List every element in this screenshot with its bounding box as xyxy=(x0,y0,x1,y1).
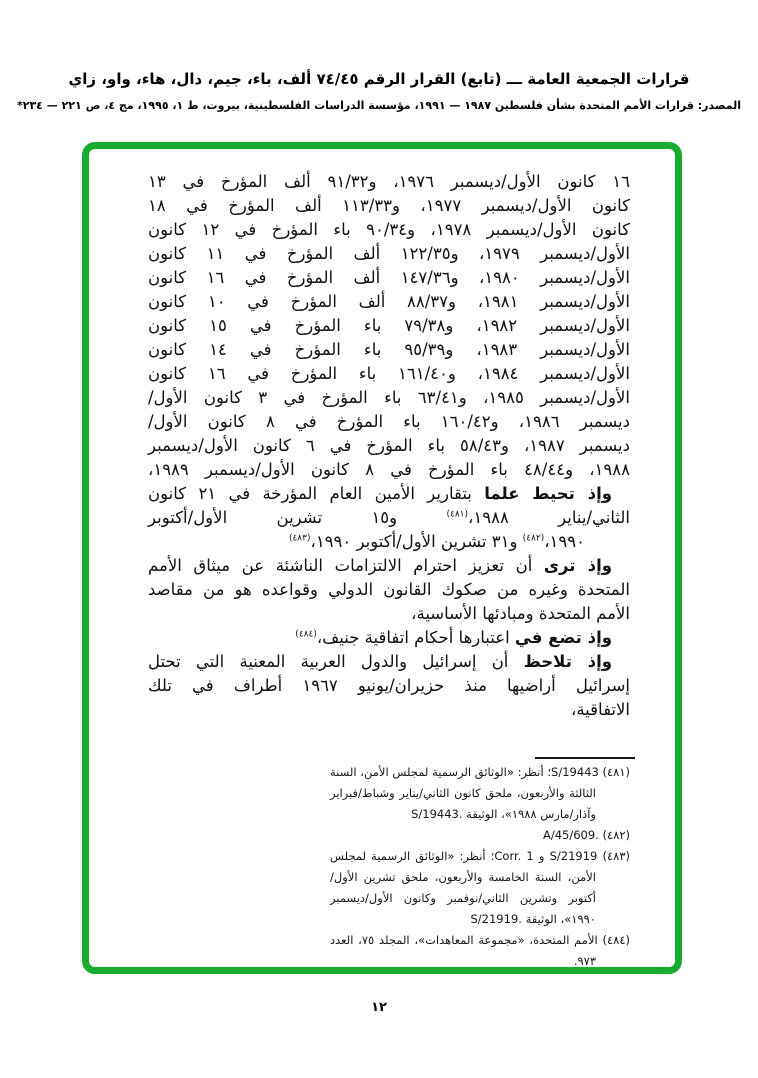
body-line: الأول/ديسمبر ١٩٧٩، و١٢٢/٣٥ ألف المؤرخ في ١١ كانون xyxy=(148,244,630,263)
body-line: الاتفاقية، xyxy=(571,700,630,719)
page-title: قرارات الجمعية العامة ـــ (تابع) القرار الرقم ٧٤/٤٥ ألف، باء، جيم، دال، هاء، واو، زاي xyxy=(68,70,690,88)
body-line: وإذ ترى أن تعزيز احترام الالتزامات الناشئة عن ميثاق الأمم xyxy=(148,556,612,575)
body-line: الأول/ديسمبر ١٩٨٥، و٦٣/٤١ باء المؤرخ في ٣ كانون الأول/ xyxy=(148,388,630,407)
body-line: وإذ تلاحظ أن إسرائيل والدول العربية المعنية التي تحتل xyxy=(148,652,612,671)
footnote-ref: (٤٨١) xyxy=(446,509,469,520)
body-line: كانون الأول/ديسمبر ١٩٧٧، و١١٣/٣٣ ألف المؤرخ في ١٨ xyxy=(148,196,630,215)
footnote-item: (٤٨١) ‎S/19443‎؛ أنظر: «الوثائق الرسمية لمجلس الأمن، السنة الثالثة والأربعون، ملحق كانون الثاني/يناير وشباط/فبراير وآذار/مارس ١٩٨٨»، الوثيقة ‎S/19443.‎ xyxy=(330,765,630,821)
body-line: إسرائيل أراضيها منذ حزيران/يونيو ١٩٦٧ أطراف في تلك xyxy=(148,676,630,695)
footnote-ref: (٤٨٢) xyxy=(522,533,545,544)
body-line: الأول/ديسمبر ١٩٨٤، و١٦١/٤٠ باء المؤرخ في ١٦ كانون xyxy=(148,364,630,383)
page-number: ١٢ xyxy=(371,1000,387,1015)
body-line: الأمم المتحدة ومبادئها الأساسية، xyxy=(411,604,630,623)
body-line: الأول/ديسمبر ١٩٨٢، و٧٩/٣٨ باء المؤرخ في ١٥ كانون xyxy=(148,316,630,335)
source-line: المصدر: قرارات الأمم المتحدة بشأن فلسطين ١٩٨٧ — ١٩٩١، مؤسسة الدراسات الفلسطينية، بيروت، ط ١، ١٩٩٥، مج ٤، ص ٢٢١ — ٢٣٤* xyxy=(16,99,741,112)
body-line: ديسمبر ١٩٨٦، و١٦٠/٤٢ باء المؤرخ في ٨ كانون الأول/ xyxy=(148,412,631,431)
body-line: ١٦ كانون الأول/ديسمبر ١٩٧٦، و٩١/٣٢ ألف المؤرخ في ١٣ xyxy=(148,172,630,191)
footnotes xyxy=(330,762,630,972)
body-line: وإذ تحيط علما بتقارير الأمين العام المؤرخة في ٢١ كانون xyxy=(148,484,612,503)
footnote-item: (٤٨٣) ‎S/21919‎ و ‎Corr. 1‎؛ أنظر: «الوثائق الرسمية لمجلس الأمن، السنة الخامسة والأربعون، ملحق تشرين الأول/أكتوبر وتشرين الثاني/نوفمبر وكانون الأول/ديسمبر ١٩٩٠»، الوثيقة ‎S/21919.‎ xyxy=(330,849,630,926)
body-line: ١٩٨٨، و٤٨/٤٤ باء المؤرخ في ٨ كانون الأول/ديسمبر ١٩٨٩، xyxy=(148,460,630,479)
body-line: وإذ تضع في اعتبارها أحكام اتفاقية جنيف،$^{(٤٨٤)}$ xyxy=(295,628,612,647)
body-text xyxy=(148,170,630,722)
footnote-ref: (٤٨٤) xyxy=(295,629,317,640)
footnote-item: (٤٨٢) ‎A/45/609.‎ xyxy=(542,828,630,842)
body-line: الأول/ديسمبر ١٩٨١، و٨٨/٣٧ ألف المؤرخ في ١٠ كانون xyxy=(148,292,630,311)
body-line: الأول/ديسمبر ١٩٨٠، و١٤٧/٣٦ ألف المؤرخ في ١٦ كانون xyxy=(148,268,630,287)
body-line: كانون الأول/ديسمبر ١٩٧٨، و٩٠/٣٤ باء المؤرخ في ١٢ كانون xyxy=(148,220,630,239)
body-line: الأول/ديسمبر ١٩٨٣، و٩٥/٣٩ باء المؤرخ في ١٤ كانون xyxy=(148,340,630,359)
body-line: ١٩٩٠،$^{(٤٨٢)}$ و٣١ تشرين الأول/أكتوبر ١٩٩٠،$^{(٤٨٣)}$ xyxy=(288,532,585,551)
body-line: الثاني/يناير ١٩٨٨،$^{(٤٨١)}$ و١٥ تشرين الأول/أكتوبر xyxy=(148,508,630,527)
footnote-ref: (٤٨٣) xyxy=(288,533,311,544)
body-line: المتحدة وغيره من صكوك القانون الدولي وقواعده هو من مقاصد xyxy=(148,580,630,599)
footnote-separator xyxy=(535,757,635,759)
footnote-item: (٤٨٤) الأمم المتحدة، «مجموعة المعاهدات»، المجلد ٧٥، العدد ٩٧٣. xyxy=(330,933,630,968)
body-line: ديسمبر ١٩٨٧، و٥٨/٤٣ باء المؤرخ في ٦ كانون الأول/ديسمبر xyxy=(148,436,630,455)
